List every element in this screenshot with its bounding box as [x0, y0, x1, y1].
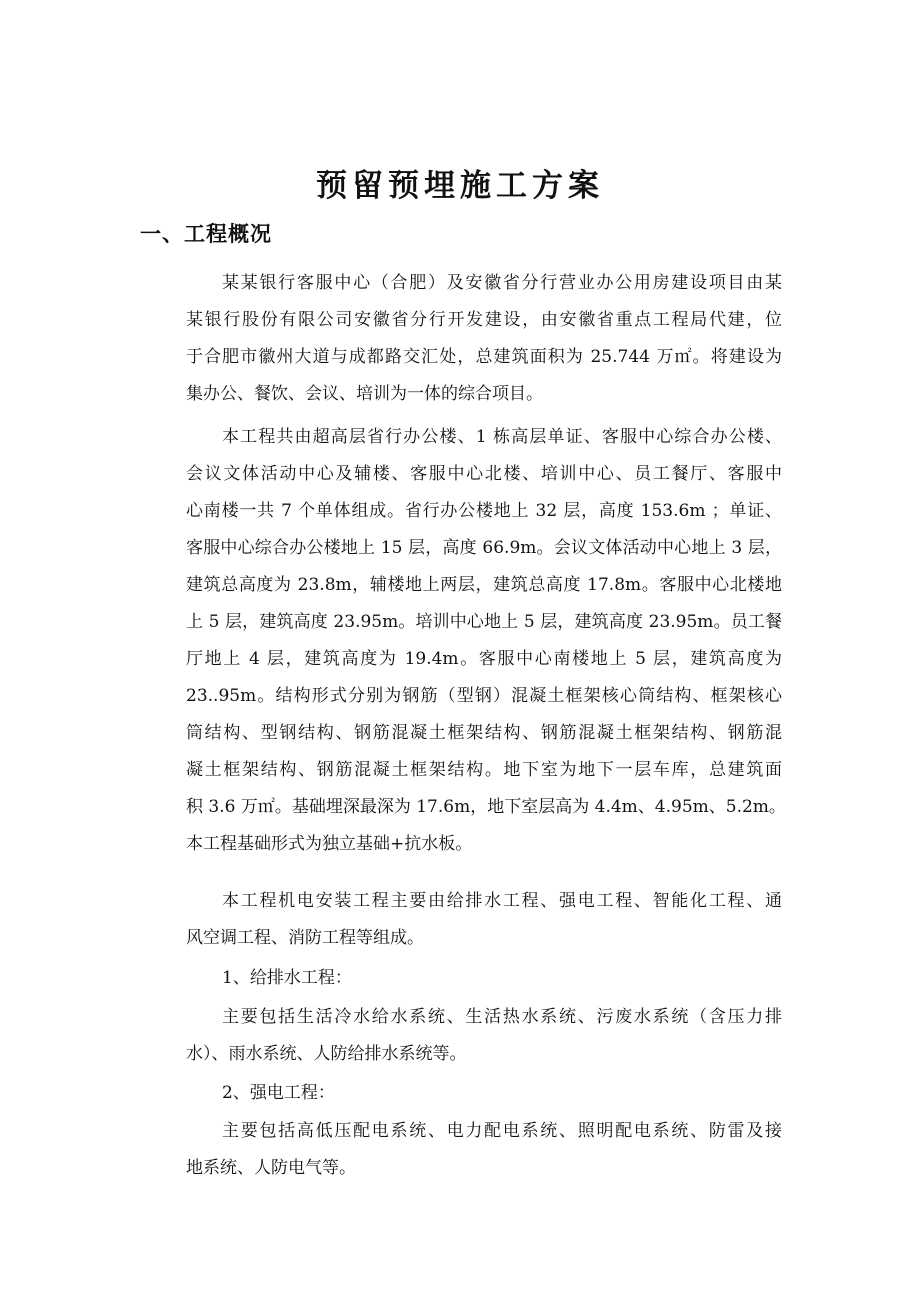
document-title: 预留预埋施工方案 — [316, 168, 604, 204]
paragraph-line: 本工程基础形式为独立基础+抗水板。 — [186, 834, 473, 854]
paragraph-line: 水）、雨水系统、人防给排水系统等。 — [186, 1044, 467, 1064]
paragraph-line: 会议文体活动中心及辅楼、客服中心北楼、培训中心、员工餐厅、客服中 — [186, 464, 782, 484]
paragraph-line: 某某银行客服中心（合肥）及安徽省分行营业办公用房建设项目由某 — [222, 273, 782, 293]
paragraph-line: 本工程共由超高层省行办公楼、1 栋高层单证、客服中心综合办公楼、 — [222, 427, 782, 447]
paragraph-line: 积 3.6 万㎡。基础埋深最深为 17.6m，地下室层高为 4.4m、4.95m、5.2m。 — [186, 797, 786, 817]
paragraph-line: 于合肥市徽州大道与成都路交汇处，总建筑面积为 25.744 万㎡。将建设为 — [186, 347, 782, 367]
paragraph-line: 筒结构、型钢结构、钢筋混凝土框架结构、钢筋混凝土框架结构、钢筋混 — [186, 723, 782, 743]
paragraph-line: 主要包括生活冷水给水系统、生活热水系统、污废水系统（含压力排 — [222, 1007, 782, 1027]
section-heading-overview: 一、工程概况 — [140, 221, 272, 246]
paragraph-line: 厅地上 4 层，建筑高度为 19.4m。客服中心南楼地上 5 层，建筑高度为 — [186, 649, 782, 669]
paragraph-line: 上 5 层，建筑高度 23.95m。培训中心地上 5 层，建筑高度 23.95m。员工餐 — [186, 612, 782, 632]
paragraph-line: 23..95m。结构形式分别为钢筋（型钢）混凝土框架核心筒结构、框架核心 — [186, 686, 782, 706]
paragraph-plumbing — [186, 999, 782, 1073]
paragraph-line: 集办公、餐饮、会议、培训为一体的综合项目。 — [186, 384, 543, 404]
paragraph-line: 建筑总高度为 23.8m，辅楼地上两层，建筑总高度 17.8m。客服中心北楼地 — [186, 575, 782, 595]
paragraph-line: 某银行股份有限公司安徽省分行开发建设，由安徽省重点工程局代建，位 — [186, 310, 782, 330]
paragraph-line: 本工程机电安装工程主要由给排水工程、强电工程、智能化工程、通 — [222, 891, 782, 911]
paragraph-mep-scope — [186, 883, 782, 957]
item-heading-plumbing — [186, 960, 782, 997]
paragraph-building-details — [186, 419, 786, 863]
item-heading-text: 2、强电工程： — [222, 1083, 335, 1103]
paragraph-line: 地系统、人防电气等。 — [186, 1158, 356, 1178]
paragraph-line: 主要包括高低压配电系统、电力配电系统、照明配电系统、防雷及接 — [222, 1121, 782, 1141]
paragraph-electrical — [186, 1113, 782, 1187]
item-heading-text: 1、给排水工程： — [222, 968, 352, 988]
paragraph-project-intro — [186, 265, 782, 413]
paragraph-line: 心南楼一共 7 个单体组成。省行办公楼地上 32 层，高度 153.6m ；单证、 — [186, 501, 782, 521]
paragraph-line: 凝土框架结构、钢筋混凝土框架结构。地下室为地下一层车库，总建筑面 — [186, 760, 782, 780]
item-heading-electrical — [186, 1075, 782, 1112]
paragraph-line: 客服中心综合办公楼地上 15 层，高度 66.9m。会议文体活动中心地上 3 层， — [186, 538, 782, 558]
paragraph-line: 风空调工程、消防工程等组成。 — [186, 928, 424, 948]
